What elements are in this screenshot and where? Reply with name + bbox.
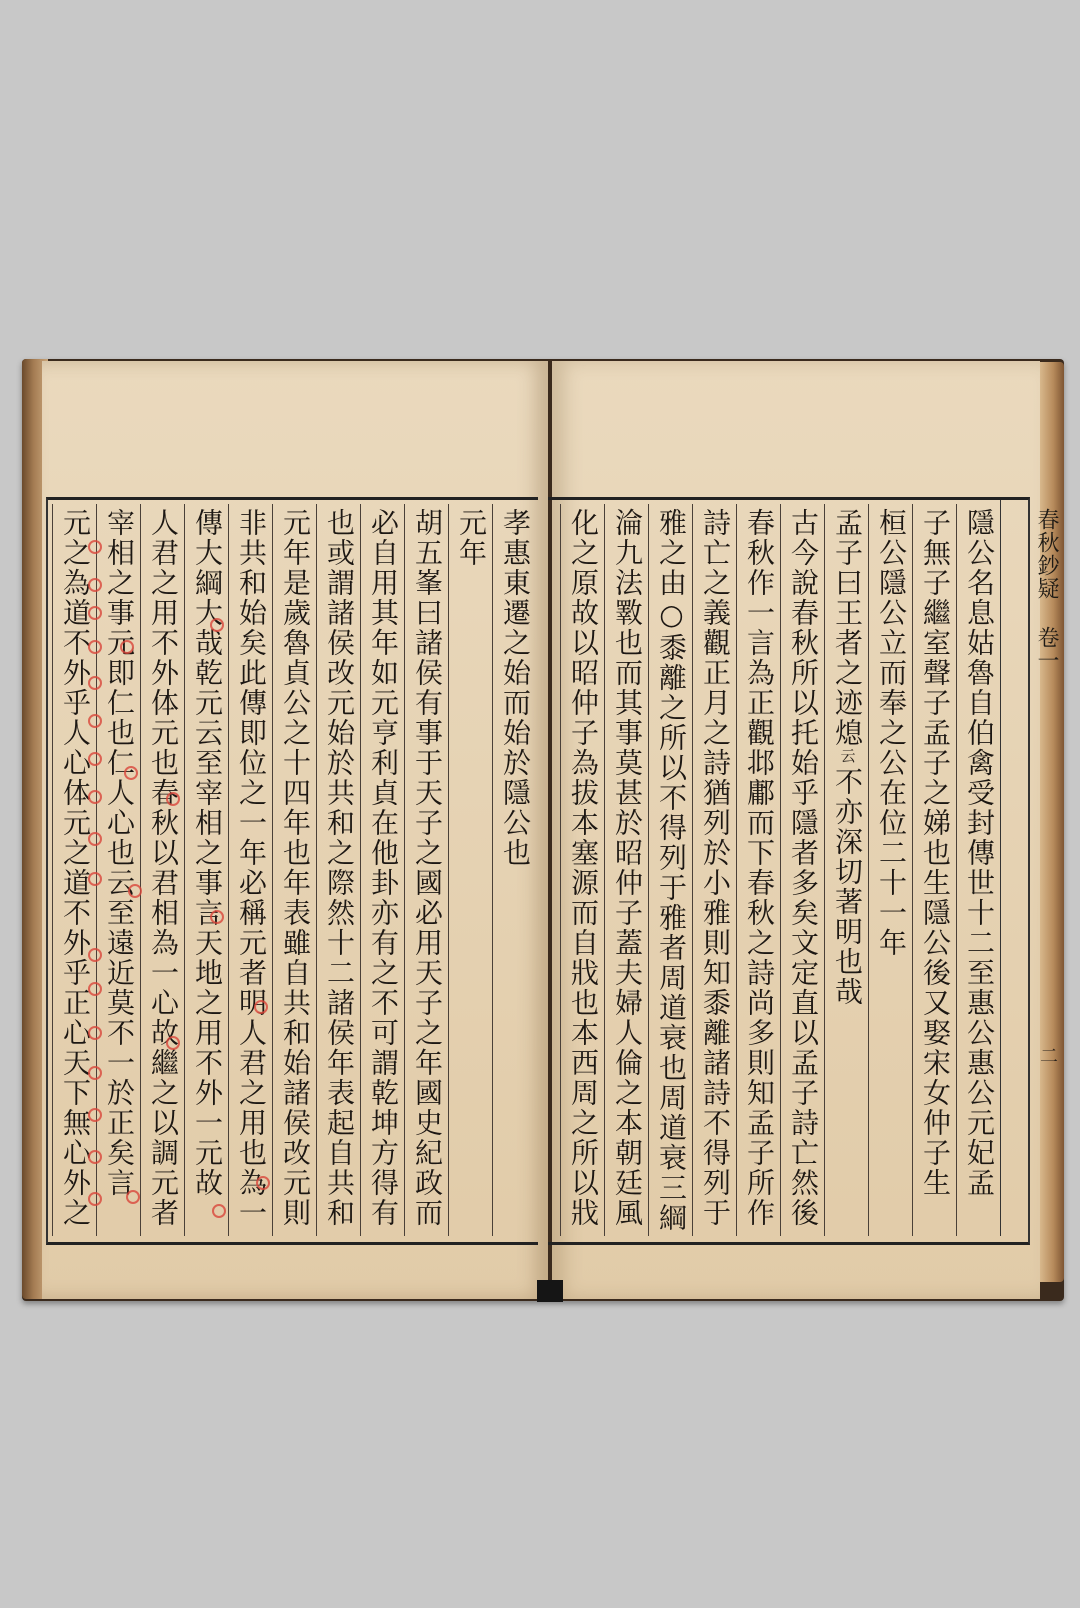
red-circle-mark	[88, 872, 102, 886]
red-circle-mark	[88, 676, 102, 690]
text-column: 孟子曰王者之迹熄 云 不亦深切著明也哉	[824, 504, 869, 1236]
text-column-edge	[548, 504, 560, 1236]
text-column: 孝惠東遷之始而始於隱公也	[492, 504, 537, 1236]
red-circle-mark	[88, 1192, 102, 1206]
text-column: 化之原故以昭仲子為拔本塞源而自戕也本西周之所以戕	[560, 504, 605, 1236]
text-column: 胡五峯曰諸侯有事于天子之國必用天子之年國史紀政而	[404, 504, 449, 1236]
red-circle-mark	[88, 714, 102, 728]
text-column: 元之為道不外乎人心体元之道不外乎正心天下無心外之	[52, 504, 97, 1236]
text-column: 也或謂諸侯改元始於共和之際然十二諸侯年表起自共和	[316, 504, 361, 1236]
text-column: 古今說春秋所以托始乎隱者多矣文定直以孟子詩亡然後	[780, 504, 825, 1236]
red-circle-mark	[88, 578, 102, 592]
text-column: 宰相之事元即仁也仁人心也云至遠近莫不一於正矣言	[96, 504, 141, 1236]
red-circle-mark	[254, 1000, 268, 1014]
red-circle-mark	[88, 540, 102, 554]
red-circle-mark	[212, 1204, 226, 1218]
red-circle-mark	[88, 832, 102, 846]
red-circle-mark	[88, 790, 102, 804]
red-circle-mark	[88, 1026, 102, 1040]
margin-title: 春秋鈔疑 卷一	[1034, 508, 1059, 672]
red-circle-mark	[88, 1150, 102, 1164]
margin-column	[1000, 500, 1031, 1236]
right-cover-edge	[1040, 362, 1064, 1282]
red-circle-mark	[88, 1066, 102, 1080]
text-column: 雅之由○黍離之所以不得列于雅者周道衰也周道衰三綱	[648, 504, 693, 1236]
red-circle-mark	[210, 618, 224, 632]
text-column: 隱公名息姑魯自伯禽受封傳世十二至惠公惠公元妃孟	[956, 504, 1001, 1236]
text-column: 子無子繼室聲子孟子之娣也生隱公後又娶宋女仲子生	[912, 504, 957, 1236]
red-circle-mark	[124, 766, 138, 780]
text-column: 傳大綱大哉乾元云至宰相之事言天地之用不外一元故	[184, 504, 229, 1236]
text-column: 元年	[448, 504, 493, 1236]
red-circle-mark	[88, 1108, 102, 1122]
red-circle-mark	[126, 1190, 140, 1204]
text-column: 春秋作一言為正觀邶鄘而下春秋之詩尚多則知孟子所作	[736, 504, 781, 1236]
annotation-note: 云	[838, 748, 857, 763]
red-circle-mark	[256, 1176, 270, 1190]
red-circle-mark	[120, 640, 134, 654]
red-circle-mark	[128, 884, 142, 898]
page-number: 二	[1037, 1046, 1058, 1064]
red-circle-mark	[88, 948, 102, 962]
red-circle-mark	[88, 982, 102, 996]
text-column: 人君之用不外体元也春秋以君相為一心故繼之以調元者	[140, 504, 185, 1236]
red-circle-mark	[88, 606, 102, 620]
red-circle-mark	[88, 752, 102, 766]
red-circle-mark	[166, 792, 180, 806]
red-circle-mark	[166, 1036, 180, 1050]
text-column: 元年是歲魯貞公之十四年也年表雖自共和始諸侯改元則	[272, 504, 317, 1236]
text-column: 非共和始矣此傳即位之一年必稱元者明人君之用也為一	[228, 504, 273, 1236]
binding-gutter	[537, 1280, 563, 1302]
text-column: 詩亡之義觀正月之詩猶列於小雅則知黍離諸詩不得列于	[692, 504, 737, 1236]
text-column: 桓公隱公立而奉之公在位二十一年	[868, 504, 913, 1236]
red-circle-mark	[210, 910, 224, 924]
text-column: 淪九法斁也而其事莫甚於昭仲子蓋夫婦人倫之本朝廷風	[604, 504, 649, 1236]
text-column: 必自用其年如元亨利貞在他卦亦有之不可謂乾坤方得有	[360, 504, 405, 1236]
red-circle-mark	[88, 640, 102, 654]
